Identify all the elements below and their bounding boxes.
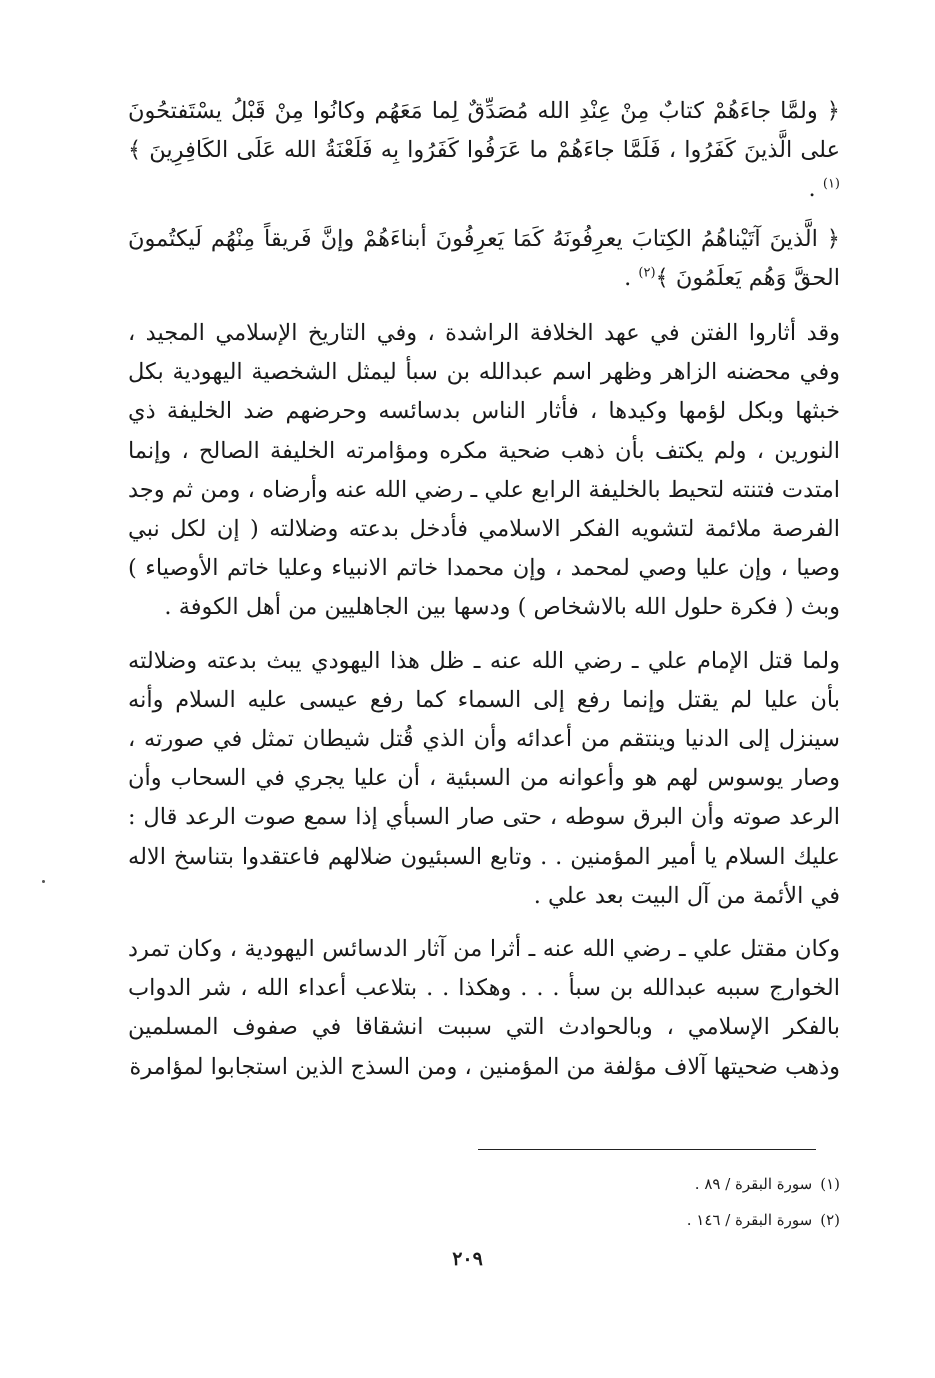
paragraph-1: وقد أثاروا الفتن في عهد الخلافة الراشدة ، وفي التاريخ الإسلامي المجيد ، وفي محضنه الزاهر وظهر اسم عبدالله بن سبأ ليمثل الشخصية اليهودية بكل خبثها وبكل لؤمها وكيدها ، فأثار الناس بدسائسه وحرضهم ضد الخليفة ذي النورين ، ولم يكتف بأن ذهب ضحية مكره ومؤامرته الخليفة الصالح ، وإنما امتدت فتنته لتحيط بالخليفة الرابع علي ـ رضي الله عنه وأرضاه ، ومن ثم وجد الفرصة ملائمة لتشويه الفكر الاسلامي فأدخل بدعته وضلالته ( إن لكل نبي وصيا ، وإن عليا وصي لمحمد ، وإن محمدا خاتم الانبياء وعليا خاتم الأوصياء ) وبث ( فكرة حلول الله بالاشخاص ) ودسها بين الجاهليين من أهل الكوفة .: [128, 320, 840, 621]
footnote-marker: (٢): [638, 265, 656, 281]
verse-text: ﴿ ولمَّا جاءَهُمْ كتابٌ مِنْ عِنْدِ الله مُصَدِّقٌ لِما مَعَهُم وكانُوا مِنْ قَبْلُ يسْتَفتحُونَ على الَّذينَ كَفَرُوا ، فَلَمَّا جاءَهُمْ ما عَرَفُوا كَفَرُوا بِه فَلَعْنَةُ الله عَلَى الكَافِرِينَ ﴾: [128, 98, 840, 164]
verse-text: ﴿ الَّذينَ آتَيْناهُمُ الكِتابَ يعرِفُونَهُ كَمَا يَعرِفُونَ أبناءَهُمْ وإنَّ فَريقاً مِنْهُم لَيكتُمونَ الحقَّ وَهُم يَعلَمُونَ ﴾: [128, 225, 840, 291]
paragraph-3: وكان مقتل علي ـ رضي الله عنه ـ أثرا من آثار الدسائس اليهودية ، وكان تمرد الخوارج سببه عبدالله بن سبأ . . . وهكذا . . بتلاعب أعداء الله ، شر الدواب بالفكر الإسلامي ، وبالحوادث التي سببت انشقاقا في صفوف المسلمين وذهب ضحيتها آلاف مؤلفة من المؤمنين ، ومن السذج الذين استجابوا لمؤامرة: [128, 936, 840, 1080]
footnote-divider: [478, 1149, 816, 1150]
verse-end: .: [624, 264, 639, 291]
footnote-marker: (١): [822, 176, 840, 192]
footnote-2: [128, 1202, 840, 1238]
scan-speck: [42, 880, 45, 883]
footnote-text: سورة البقرة / ٨٩ .: [694, 1175, 813, 1193]
footnote-number: (٢): [820, 1211, 840, 1229]
quran-verse-2: [128, 220, 840, 298]
quran-verse-1: [128, 92, 840, 210]
verse-end: .: [808, 176, 823, 203]
page-number: ٢٠٩: [452, 1248, 483, 1270]
footnote-number: (١): [820, 1175, 840, 1193]
footnote-1: [128, 1166, 840, 1202]
paragraph-2: ولما قتل الإمام علي ـ رضي الله عنه ـ ظل هذا اليهودي يبث بدعته وضلالته بأن عليا لم يقتل وإنما رفع إلى السماء كما رفع عيسى عليه السلام وأنه سينزل إلى الدنيا وينتقم من أعدائه وأن الذي قُتل شيطان تمثل في صورته ، وصار يوسوس لهم هو وأعوانه من السبئية ، أن عليا يجري في السحاب وأن الرعد صوته وأن البرق سوطه ، حتى صار السبأي إذا سمع صوت الرعد قال : عليك السلام يا أمير المؤمنين . . وتابع السبئيون ضلالهم فاعتقدوا بتناسخ الاله في الأئمة من آل البيت بعد علي .: [128, 647, 840, 909]
footnotes: [128, 1166, 840, 1238]
page-body: [128, 92, 840, 1101]
footnote-text: سورة البقرة / ١٤٦ .: [686, 1211, 813, 1229]
